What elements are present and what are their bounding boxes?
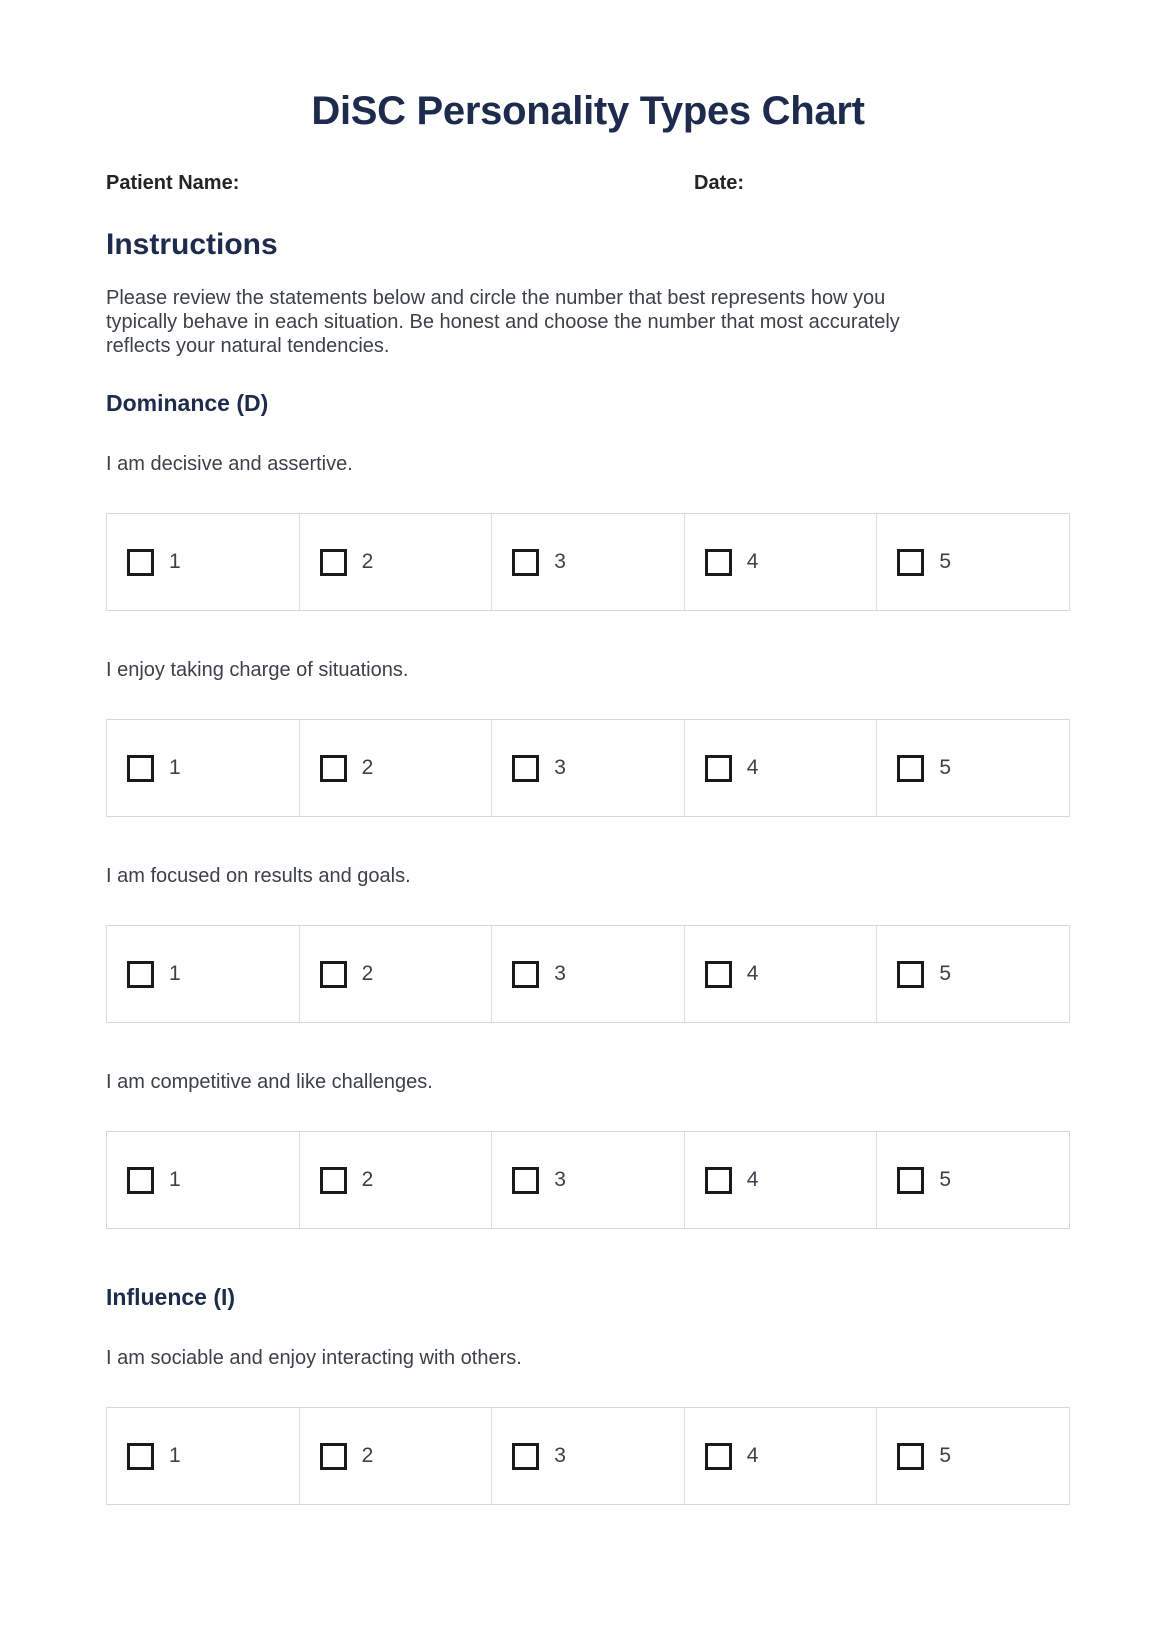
rating-value-label: 4 <box>746 1444 759 1467</box>
checkbox-icon[interactable] <box>705 1443 732 1470</box>
rating-value-label: 5 <box>939 550 952 573</box>
instructions-heading: Instructions <box>106 228 278 261</box>
rating-table-dominance-1 <box>106 513 1070 611</box>
rating-option-3[interactable] <box>492 926 685 1022</box>
statement-text: I am focused on results and goals. <box>106 865 411 887</box>
checkbox-icon[interactable] <box>705 755 732 782</box>
rating-option-2[interactable] <box>300 514 493 610</box>
rating-value-label: 4 <box>746 756 759 779</box>
rating-table-dominance-2 <box>106 719 1070 817</box>
rating-value-label: 3 <box>554 962 566 985</box>
rating-value-label: 1 <box>169 756 181 779</box>
checkbox-icon[interactable] <box>127 1167 154 1194</box>
checkbox-icon[interactable] <box>320 755 347 782</box>
checkbox-icon[interactable] <box>127 755 154 782</box>
rating-option-3[interactable] <box>492 1132 685 1228</box>
checkbox-icon[interactable] <box>897 549 924 576</box>
instructions-text <box>106 286 1070 358</box>
rating-value-label: 1 <box>169 550 181 573</box>
rating-option-1[interactable] <box>107 926 300 1022</box>
rating-option-2[interactable] <box>300 926 493 1022</box>
rating-option-3[interactable] <box>492 720 685 816</box>
meta-row <box>106 172 1070 194</box>
statement-text: I am decisive and assertive. <box>106 453 353 475</box>
checkbox-icon[interactable] <box>320 1443 347 1470</box>
checkbox-icon[interactable] <box>897 1443 924 1470</box>
statement-text: I enjoy taking charge of situations. <box>106 659 409 681</box>
rating-option-1[interactable] <box>107 1132 300 1228</box>
rating-value-label: 2 <box>361 550 374 573</box>
rating-option-3[interactable] <box>492 1408 685 1504</box>
rating-value-label: 1 <box>169 962 181 985</box>
checkbox-icon[interactable] <box>897 1167 924 1194</box>
checkbox-icon[interactable] <box>127 961 154 988</box>
checkbox-icon[interactable] <box>512 549 539 576</box>
checkbox-icon[interactable] <box>897 755 924 782</box>
section-heading-dominance: Dominance (D) <box>106 390 269 416</box>
rating-option-5[interactable] <box>877 720 1069 816</box>
rating-value-label: 5 <box>939 1168 952 1191</box>
rating-option-4[interactable] <box>685 514 878 610</box>
rating-value-label: 2 <box>361 962 374 985</box>
rating-option-5[interactable] <box>877 1132 1069 1228</box>
checkbox-icon[interactable] <box>705 961 732 988</box>
rating-value-label: 3 <box>554 1444 566 1467</box>
section-heading-influence: Influence (I) <box>106 1284 236 1310</box>
rating-table-dominance-4 <box>106 1131 1070 1229</box>
rating-value-label: 4 <box>746 962 759 985</box>
rating-value-label: 1 <box>169 1444 181 1467</box>
checkbox-icon[interactable] <box>320 549 347 576</box>
instructions-line: reflects your natural tendencies. <box>106 335 390 357</box>
checkbox-icon[interactable] <box>127 549 154 576</box>
rating-value-label: 4 <box>746 1168 759 1191</box>
checkbox-icon[interactable] <box>127 1443 154 1470</box>
rating-option-2[interactable] <box>300 1408 493 1504</box>
rating-value-label: 5 <box>939 962 952 985</box>
checkbox-icon[interactable] <box>512 961 539 988</box>
rating-value-label: 5 <box>939 1444 952 1467</box>
rating-value-label: 5 <box>939 756 952 779</box>
rating-option-1[interactable] <box>107 514 300 610</box>
checkbox-icon[interactable] <box>320 1167 347 1194</box>
checkbox-icon[interactable] <box>512 1443 539 1470</box>
rating-table-dominance-3 <box>106 925 1070 1023</box>
rating-option-2[interactable] <box>300 720 493 816</box>
rating-option-4[interactable] <box>685 1132 878 1228</box>
rating-value-label: 2 <box>361 1444 374 1467</box>
instructions-line: typically behave in each situation. Be honest and choose the number that most accurately <box>106 311 900 333</box>
rating-value-label: 3 <box>554 1168 566 1191</box>
rating-option-1[interactable] <box>107 720 300 816</box>
rating-table-influence-1 <box>106 1407 1070 1505</box>
rating-value-label: 3 <box>554 550 566 573</box>
checkbox-icon[interactable] <box>512 755 539 782</box>
checkbox-icon[interactable] <box>705 1167 732 1194</box>
page-title: DiSC Personality Types Chart <box>311 89 865 133</box>
rating-value-label: 2 <box>361 1168 374 1191</box>
rating-value-label: 4 <box>746 550 759 573</box>
statement-text: I am sociable and enjoy interacting with others. <box>106 1347 522 1369</box>
checkbox-icon[interactable] <box>512 1167 539 1194</box>
checkbox-icon[interactable] <box>897 961 924 988</box>
rating-option-5[interactable] <box>877 926 1069 1022</box>
rating-option-3[interactable] <box>492 514 685 610</box>
rating-option-4[interactable] <box>685 1408 878 1504</box>
rating-option-5[interactable] <box>877 1408 1069 1504</box>
patient-name-label: Patient Name: <box>106 172 240 194</box>
rating-option-4[interactable] <box>685 926 878 1022</box>
date-label: Date: <box>694 172 745 194</box>
statement-text: I am competitive and like challenges. <box>106 1071 433 1093</box>
rating-value-label: 2 <box>361 756 374 779</box>
rating-option-2[interactable] <box>300 1132 493 1228</box>
rating-value-label: 3 <box>554 756 566 779</box>
checkbox-icon[interactable] <box>705 549 732 576</box>
rating-option-5[interactable] <box>877 514 1069 610</box>
checkbox-icon[interactable] <box>320 961 347 988</box>
rating-value-label: 1 <box>169 1168 181 1191</box>
rating-option-1[interactable] <box>107 1408 300 1504</box>
instructions-line: Please review the statements below and circle the number that best represents how you <box>106 287 886 309</box>
rating-option-4[interactable] <box>685 720 878 816</box>
